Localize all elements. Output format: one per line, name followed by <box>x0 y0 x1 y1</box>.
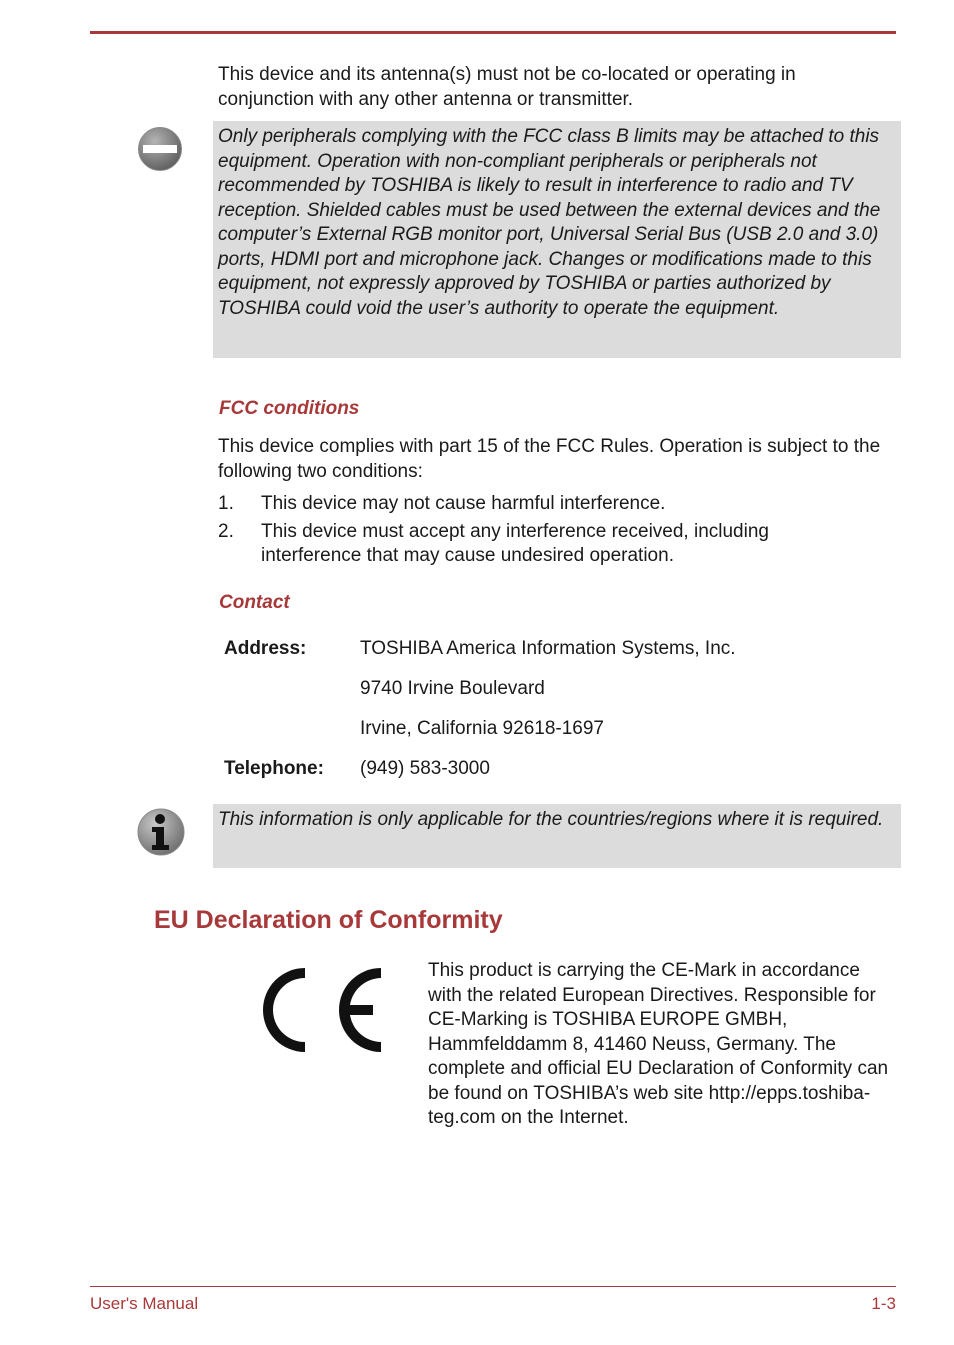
list-item <box>218 492 858 517</box>
address-label: Address: <box>224 638 307 659</box>
fcc-conditions-list <box>218 492 858 572</box>
info-icon <box>136 807 186 857</box>
list-item <box>218 520 858 569</box>
contact-heading: Contact <box>219 592 290 613</box>
list-item-number: 1. <box>218 493 234 514</box>
telephone-label: Telephone: <box>224 758 324 779</box>
caution-note-box <box>213 121 901 358</box>
fcc-conditions-heading: FCC conditions <box>219 398 360 419</box>
address-line: TOSHIBA America Information Systems, Inc. <box>360 638 736 659</box>
info-note-box <box>213 804 901 868</box>
list-item-text: This device must accept any interference received, including interference that may cause undesired operation. <box>261 520 769 566</box>
fcc-conditions-paragraph: This device complies with part 15 of the FCC Rules. Operation is subject to the following two conditions: <box>218 436 881 482</box>
header-rule <box>90 31 896 34</box>
table-row <box>218 636 736 676</box>
ce-mark-logo <box>255 964 385 1056</box>
footer-rule <box>90 1286 896 1287</box>
telephone-value: (949) 583-3000 <box>360 758 490 779</box>
footer-title: User's Manual <box>90 1294 199 1313</box>
table-row <box>218 756 736 796</box>
table-row <box>218 676 736 716</box>
address-line: 9740 Irvine Boulevard <box>360 678 545 699</box>
info-note-text: This information is only applicable for the countries/regions where it is required. <box>218 809 884 830</box>
table-row <box>218 716 736 756</box>
address-line: Irvine, California 92618-1697 <box>360 718 604 739</box>
contact-table <box>218 636 736 796</box>
page-number: 1-3 <box>871 1294 896 1313</box>
intro-paragraph: This device and its antenna(s) must not be co-located or operating in conjunction with any other antenna or transmitter. <box>218 64 796 110</box>
eu-declaration-heading: EU Declaration of Conformity <box>154 906 503 934</box>
no-entry-icon <box>137 126 183 172</box>
list-item-text: This device may not cause harmful interference. <box>261 493 666 514</box>
list-item-number: 2. <box>218 520 234 542</box>
caution-note-text: Only peripherals complying with the FCC class B limits may be attached to this equipment. Operation with non-compliant peripherals or peripherals not recommended by TOSHIBA is likely to result in interference to radio and TV reception. Shielded cables must be used between the external devices and the computer’s External RGB monitor port, Universal Serial Bus (USB 2.0 and 3.0) ports, HDMI port and microphone jack. Changes or modifications made to this equipment, not expressly approved by TOSHIBA or parties authorized by TOSHIBA could void the user’s authority to operate the equipment. <box>218 126 881 319</box>
eu-declaration-paragraph: This product is carrying the CE-Mark in accordance with the related European Directives. Responsible for CE-Marking is TOSHIBA EUROPE GMBH, Hammfelddamm 8, 41460 Neuss, Germany. The complete and official EU Declaration of Conformity can be found on TOSHIBA’s web site http://epps.toshiba-teg.com on the Internet. <box>428 960 889 1128</box>
